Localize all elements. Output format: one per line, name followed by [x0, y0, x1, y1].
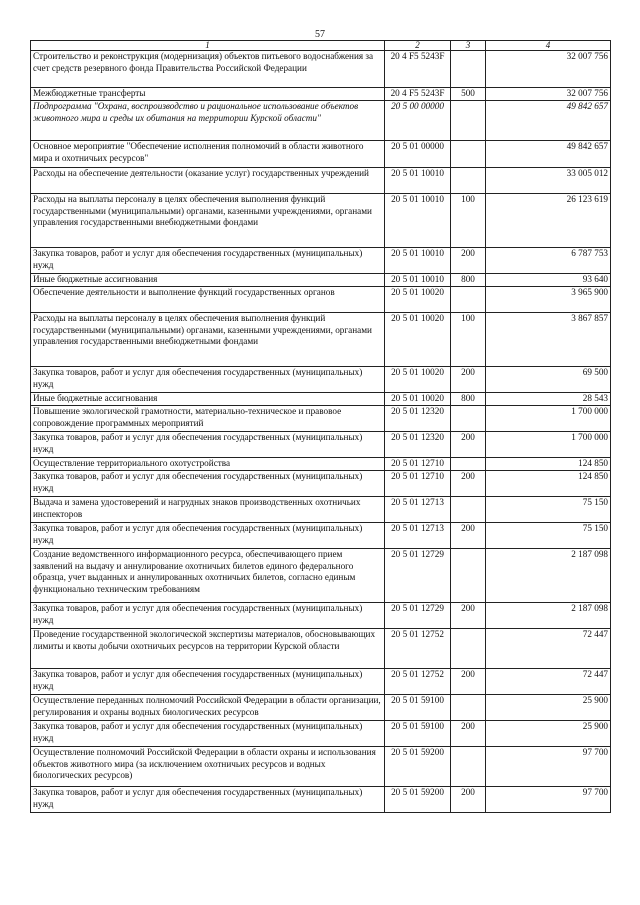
table-row: [31, 51, 611, 88]
row-name: Подпрограмма "Охрана, воспроизводство и рациональное использование объектов животного мира и среды их обитания на территории Курской области": [31, 101, 385, 141]
table-row: [31, 194, 611, 248]
row-vr: 800: [451, 393, 486, 406]
header-col-2: 2: [385, 41, 451, 51]
row-code: 20 4 F5 5243F: [385, 51, 451, 88]
row-amount: 28 543: [486, 393, 611, 406]
row-amount: 69 500: [486, 367, 611, 393]
row-code: 20 5 01 12713: [385, 523, 451, 549]
table-row: [31, 88, 611, 101]
table-row: [31, 432, 611, 458]
row-vr: 200: [451, 367, 486, 393]
table-row: [31, 168, 611, 194]
row-name: Осуществление территориального охотустройства: [31, 458, 385, 471]
row-vr: [451, 747, 486, 787]
row-vr: 200: [451, 523, 486, 549]
row-name: Выдача и замена удостоверений и нагрудных знаков производственных охотничьих инспекторов: [31, 497, 385, 523]
row-vr: [451, 168, 486, 194]
row-vr: 200: [451, 432, 486, 458]
row-code: 20 5 01 10020: [385, 393, 451, 406]
table-row: [31, 629, 611, 669]
row-name: Расходы на выплаты персоналу в целях обеспечения выполнения функций государственными (муниципальными) органами, казенными учреждениями, органами управления государственными внебюджетными фондами: [31, 194, 385, 248]
row-name: Проведение государственной экологической экспертизы материалов, обосновывающих лимиты и квоты добычи охотничьих ресурсов на территории Курской области: [31, 629, 385, 669]
table-row: [31, 248, 611, 274]
row-code: 20 5 01 12320: [385, 432, 451, 458]
row-code: 20 5 01 59100: [385, 721, 451, 747]
row-vr: [451, 549, 486, 603]
row-name: Межбюджетные трансферты: [31, 88, 385, 101]
row-vr: [451, 458, 486, 471]
row-vr: 200: [451, 248, 486, 274]
table-row: [31, 523, 611, 549]
row-name: Осуществление полномочий Российской Федерации в области охраны и использования объектов животного мира (за исключением охотничьих ресурсов и водных биологических ресурсов): [31, 747, 385, 787]
row-amount: 3 965 900: [486, 287, 611, 313]
table-row: [31, 497, 611, 523]
row-amount: 6 787 753: [486, 248, 611, 274]
budget-table: [30, 40, 611, 813]
row-vr: 100: [451, 194, 486, 248]
table-row: [31, 669, 611, 695]
row-name: Закупка товаров, работ и услуг для обеспечения государственных (муниципальных) нужд: [31, 248, 385, 274]
row-code: 20 5 01 10020: [385, 313, 451, 367]
row-name: Закупка товаров, работ и услуг для обеспечения государственных (муниципальных) нужд: [31, 787, 385, 813]
row-name: Закупка товаров, работ и услуг для обеспечения государственных (муниципальных) нужд: [31, 669, 385, 695]
row-amount: 33 005 012: [486, 168, 611, 194]
row-vr: [451, 497, 486, 523]
row-name: Основное мероприятие "Обеспечение исполнения полномочий в области животного мира и охотничьих ресурсов": [31, 141, 385, 168]
row-code: 20 5 01 59200: [385, 787, 451, 813]
row-name: Строительство и реконструкция (модернизация) объектов питьевого водоснабжения за счет средств резервного фонда Правительства Российской Федерации: [31, 51, 385, 88]
row-name: Закупка товаров, работ и услуг для обеспечения государственных (муниципальных) нужд: [31, 721, 385, 747]
row-code: 20 5 01 59100: [385, 695, 451, 721]
row-name: Иные бюджетные ассигнования: [31, 274, 385, 287]
row-code: 20 5 01 10010: [385, 194, 451, 248]
row-amount: 3 867 857: [486, 313, 611, 367]
table-row: [31, 695, 611, 721]
row-vr: 200: [451, 603, 486, 629]
row-code: 20 5 01 12710: [385, 458, 451, 471]
row-name: Иные бюджетные ассигнования: [31, 393, 385, 406]
row-name: Создание ведомственного информационного ресурса, обеспечивающего прием заявлений на выдачу и аннулирование охотничьих билетов единого федерального образца, учет выданных и аннулированных охотничьих билетов, согласно единым функционально техническим требованиям: [31, 549, 385, 603]
row-code: 20 5 01 10010: [385, 168, 451, 194]
row-vr: 500: [451, 88, 486, 101]
row-amount: 72 447: [486, 629, 611, 669]
row-amount: 97 700: [486, 787, 611, 813]
row-amount: 1 700 000: [486, 432, 611, 458]
row-code: 20 5 01 12320: [385, 406, 451, 432]
row-vr: 200: [451, 471, 486, 497]
row-name: Осуществление переданных полномочий Российской Федерации в области организации, регулирования и охраны водных биологических ресурсов: [31, 695, 385, 721]
header-row: [31, 41, 611, 51]
row-code: 20 5 01 00000: [385, 141, 451, 168]
row-vr: [451, 629, 486, 669]
row-amount: 93 640: [486, 274, 611, 287]
row-vr: [451, 101, 486, 141]
row-name: Закупка товаров, работ и услуг для обеспечения государственных (муниципальных) нужд: [31, 367, 385, 393]
row-name: Закупка товаров, работ и услуг для обеспечения государственных (муниципальных) нужд: [31, 523, 385, 549]
table-row: [31, 721, 611, 747]
row-amount: 124 850: [486, 458, 611, 471]
row-code: 20 5 00 00000: [385, 101, 451, 141]
row-code: 20 5 01 59200: [385, 747, 451, 787]
row-vr: [451, 287, 486, 313]
header-col-4: 4: [486, 41, 611, 51]
row-amount: 75 150: [486, 497, 611, 523]
row-amount: 25 900: [486, 695, 611, 721]
row-amount: 32 007 756: [486, 88, 611, 101]
row-code: 20 5 01 12710: [385, 471, 451, 497]
row-amount: 1 700 000: [486, 406, 611, 432]
row-amount: 32 007 756: [486, 51, 611, 88]
row-name: Закупка товаров, работ и услуг для обеспечения государственных (муниципальных) нужд: [31, 471, 385, 497]
row-amount: 72 447: [486, 669, 611, 695]
header-col-3: 3: [451, 41, 486, 51]
table-row: [31, 393, 611, 406]
table-row: [31, 747, 611, 787]
row-vr: 200: [451, 787, 486, 813]
row-name: Расходы на выплаты персоналу в целях обеспечения выполнения функций государственными (муниципальными) органами, казенными учреждениями, органами управления государственными внебюджетными фондами: [31, 313, 385, 367]
row-vr: [451, 695, 486, 721]
table-row: [31, 101, 611, 141]
table-row: [31, 367, 611, 393]
row-code: 20 5 01 12729: [385, 603, 451, 629]
table-row: [31, 287, 611, 313]
row-name: Повышение экологической грамотности, материально-техническое и правовое сопровождение программных мероприятий: [31, 406, 385, 432]
table-row: [31, 549, 611, 603]
row-amount: 2 187 098: [486, 549, 611, 603]
row-amount: 25 900: [486, 721, 611, 747]
table-row: [31, 141, 611, 168]
row-amount: 49 842 657: [486, 101, 611, 141]
row-code: 20 5 01 10020: [385, 287, 451, 313]
table-row: [31, 313, 611, 367]
row-code: 20 5 01 12729: [385, 549, 451, 603]
row-code: 20 4 F5 5243F: [385, 88, 451, 101]
row-name: Закупка товаров, работ и услуг для обеспечения государственных (муниципальных) нужд: [31, 603, 385, 629]
row-vr: 200: [451, 721, 486, 747]
row-code: 20 5 01 12752: [385, 669, 451, 695]
row-amount: 26 123 619: [486, 194, 611, 248]
row-code: 20 5 01 10010: [385, 274, 451, 287]
page-number: 57: [315, 29, 325, 40]
row-amount: 49 842 657: [486, 141, 611, 168]
row-vr: 100: [451, 313, 486, 367]
row-amount: 124 850: [486, 471, 611, 497]
table-row: [31, 787, 611, 813]
row-code: 20 5 01 12713: [385, 497, 451, 523]
row-code: 20 5 01 10020: [385, 367, 451, 393]
row-amount: 75 150: [486, 523, 611, 549]
row-code: 20 5 01 12752: [385, 629, 451, 669]
table-row: [31, 406, 611, 432]
header-col-1: 1: [31, 41, 385, 51]
row-vr: 200: [451, 669, 486, 695]
row-vr: [451, 141, 486, 168]
row-amount: 97 700: [486, 747, 611, 787]
row-code: 20 5 01 10010: [385, 248, 451, 274]
row-vr: [451, 406, 486, 432]
row-name: Обеспечение деятельности и выполнение функций государственных органов: [31, 287, 385, 313]
row-vr: 800: [451, 274, 486, 287]
row-amount: 2 187 098: [486, 603, 611, 629]
table-row: [31, 471, 611, 497]
table-row: [31, 274, 611, 287]
row-name: Расходы на обеспечение деятельности (оказание услуг) государственных учреждений: [31, 168, 385, 194]
row-name: Закупка товаров, работ и услуг для обеспечения государственных (муниципальных) нужд: [31, 432, 385, 458]
row-vr: [451, 51, 486, 88]
table-row: [31, 458, 611, 471]
table-row: [31, 603, 611, 629]
